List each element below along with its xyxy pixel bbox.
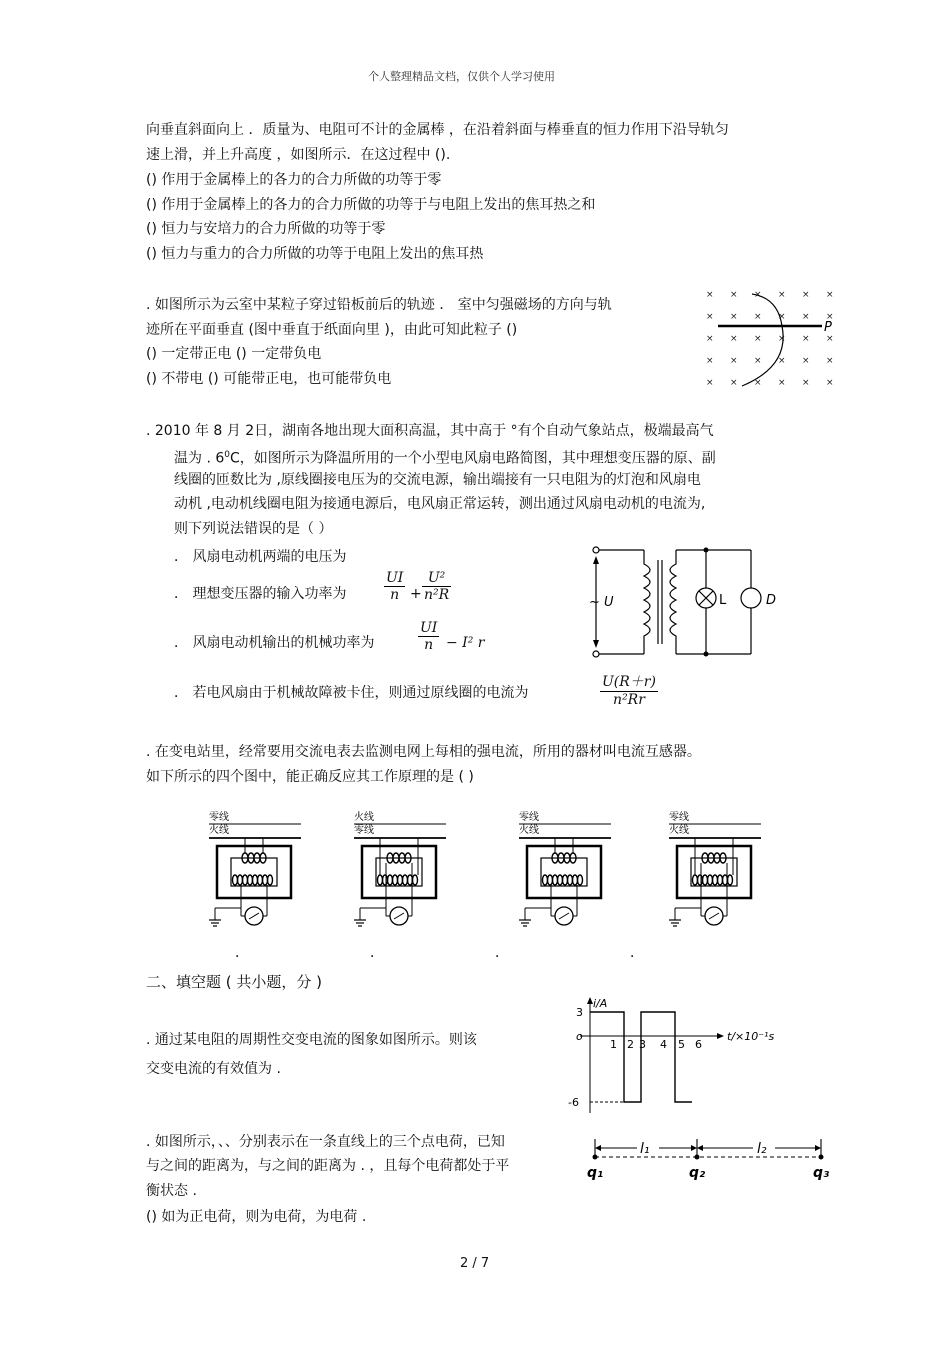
field-mark: × [802, 356, 810, 366]
distance-l1: l₁ [640, 1141, 650, 1157]
fan-circuit-figure [586, 542, 786, 662]
distance-l2: l₂ [757, 1141, 767, 1157]
page-header: 个人整理精品文档，仅供个人学习使用 [368, 70, 555, 83]
wire-label-top: 火线 [354, 812, 374, 823]
field-mark: × [706, 334, 714, 344]
field-mark: × [778, 356, 786, 366]
formula-b-den1: n [390, 587, 400, 603]
field-mark: × [706, 312, 714, 322]
field-mark: × [802, 334, 810, 344]
wire-label-top: 零线 [519, 812, 539, 823]
ct-option-dot: ． [495, 945, 509, 961]
charge-q3: q₃ [813, 1165, 830, 1181]
charge-q2: q₂ [689, 1165, 706, 1181]
field-mark: × [826, 312, 834, 322]
current-waveform [590, 1012, 692, 1102]
formula-b-num1: UI [386, 570, 404, 586]
source-label: ~ U [589, 595, 614, 610]
x-axis-label: t/×10⁻¹s [727, 1030, 775, 1043]
q-fan-line4: 动机 ,电动机线圈电阻为接通电源后，电风扇正常运转，测出通过风扇电动机的电流为, [174, 496, 706, 512]
field-mark: × [802, 312, 810, 322]
field-mark: × [754, 378, 762, 388]
field-mark: × [826, 334, 834, 344]
q-fan-option-a: ． 风扇电动机两端的电压为 [174, 549, 347, 565]
q-ct-line1: . 在变电站里，经常要用交流电表去监测电网上每相的强电流，所用的器材叫电流互感器。 [146, 744, 701, 760]
ct-option-dot: ． [370, 945, 384, 961]
formula-c-den: n [424, 637, 434, 653]
q-cloud-line1: . 如图所示为云室中某粒子穿过铅板前后的轨迹 ． 室中匀强磁场的方向与轨 [146, 297, 612, 313]
y-axis-label: i/A [593, 997, 608, 1010]
field-mark: × [778, 290, 786, 300]
page-number: 2 / 7 [460, 1256, 490, 1271]
field-mark: × [730, 334, 738, 344]
field-mark: × [778, 312, 786, 322]
formula-c [418, 620, 439, 653]
q-fan-line3: 线圈的匝数比为 ,原线圈接电压为的交流电源，输出端接有一只电阻为的灯泡和风扇电 [174, 472, 701, 488]
q-fan-line2a: 温为 . 6 [174, 450, 225, 467]
q-fan-line2b: C，如图所示为降温所用的一个小型电风扇电路简图，其中理想变压器的原、副 [230, 450, 716, 467]
ac-current-chart [560, 995, 790, 1120]
field-mark: × [730, 378, 738, 388]
field-mark: × [706, 290, 714, 300]
ct-figure-4 [665, 808, 765, 933]
field-mark: × [754, 356, 762, 366]
q-charge-line2: 与之间的距离为，与之间的距离为 . ，且每个电荷都处于平 [146, 1158, 510, 1174]
ct-option-dot: ． [235, 945, 249, 961]
section-2-title: 二、填空题 ( 共小题，分 ) [146, 973, 323, 991]
formula-d-num: U(R＋r) [600, 671, 658, 692]
q-charge-line3: 衡状态 . [146, 1183, 197, 1199]
q-fan-line5: 则下列说法错误的是（ ） [174, 521, 333, 537]
q-fan-line2-sup: 0 [224, 450, 230, 460]
wire-label-bottom: 零线 [354, 825, 374, 836]
lamp-label: L [719, 593, 727, 608]
field-mark: × [730, 290, 738, 300]
wire-label-bottom: 火线 [519, 825, 539, 836]
field-mark: × [802, 378, 810, 388]
q-charge-line4: () 如为正电荷，则为电荷，为电荷 . [146, 1209, 367, 1225]
wire-label-bottom: 火线 [669, 825, 689, 836]
wire-label-top: 零线 [669, 812, 689, 823]
q-fan-line1: . 2010 年 8 月 2日，湖南各地出现大面积高温，其中高于 °有个自动气象站点，极端最高气 [146, 423, 714, 439]
x-tick-label: 5 [678, 1038, 685, 1051]
q-charge-line1: . 如图所示，、、分别表示在一条直线上的三个点电荷，已知 [146, 1134, 505, 1150]
formula-d [600, 671, 658, 708]
q-ac-line1: . 通过某电阻的周期性交变电流的图象如图所示。则该 [146, 1032, 477, 1048]
ct-figure-1 [205, 808, 305, 933]
motor-label: D [766, 593, 777, 608]
field-mark: × [754, 334, 762, 344]
q-prev-option-3: () 恒力与安培力的合力所做的功等于零 [146, 221, 386, 237]
q-prev-option-1: () 作用于金属棒上的各力的合力所做的功等于零 [146, 172, 442, 188]
x-tick-label: 1 [610, 1038, 617, 1051]
y-tick-label: -6 [568, 1096, 579, 1109]
field-mark: × [778, 334, 786, 344]
ct-option-dot: ． [630, 945, 644, 961]
x-tick-label: 4 [660, 1038, 667, 1051]
plate-label-p: P [824, 320, 832, 335]
ct-figure-3 [515, 808, 615, 933]
x-tick-label: 2 [627, 1038, 634, 1051]
formula-c-rest: − I² r [446, 635, 485, 651]
ct-figure-2 [350, 808, 450, 933]
formula-b-part1 [384, 570, 405, 603]
q-prev-option-2: () 作用于金属棒上的各力的合力所做的功等于与电阻上发出的焦耳热之和 [146, 197, 596, 213]
field-mark: × [706, 378, 714, 388]
field-mark: × [826, 290, 834, 300]
formula-d-den: n²Rr [613, 692, 645, 708]
field-mark: × [730, 356, 738, 366]
x-tick-label: 6 [695, 1038, 702, 1051]
q-cloud-line3: () 一定带正电 () 一定带负电 [146, 346, 322, 362]
wire-label-top: 零线 [209, 812, 229, 823]
q-prev-line1: 向垂直斜面向上 ．质量为、电阻可不计的金属棒 ，在沿着斜面与棒垂直的恒力作用下沿导轨匀 [146, 122, 729, 138]
q-ct-line2: 如下所示的四个图中，能正确反应其工作原理的是 ( ) [146, 769, 474, 785]
q-fan-option-d: ． 若电风扇由于机械故障被卡住，则通过原线圈的电流为 [174, 685, 529, 701]
q-prev-line2: 速上滑，并上升高度 ，如图所示．在这过程中 (). [146, 147, 451, 163]
field-mark: × [826, 356, 834, 366]
wire-label-bottom: 火线 [209, 825, 229, 836]
formula-b-num2: U² [422, 570, 451, 587]
formula-b-plus: + [410, 586, 422, 602]
q-fan-line2 [174, 446, 716, 468]
q-fan-option-c: ． 风扇电动机输出的机械功率为 [174, 635, 375, 651]
field-mark: × [826, 378, 834, 388]
q-fan-option-b: ． 理想变压器的输入功率为 [174, 586, 347, 602]
field-mark: × [754, 312, 762, 322]
formula-b-den2: n²R [424, 587, 450, 603]
x-tick-label: 3 [639, 1038, 646, 1051]
charges-figure [585, 1135, 835, 1185]
q-cloud-line4: () 不带电 () 可能带正电，也可能带负电 [146, 371, 392, 387]
field-mark: × [778, 378, 786, 388]
formula-b-part2 [422, 570, 451, 603]
charge-q1: q₁ [587, 1165, 604, 1181]
y-tick-label: o [576, 1030, 583, 1043]
cloud-chamber-figure [700, 286, 840, 391]
field-mark: × [706, 356, 714, 366]
q-prev-option-4: () 恒力与重力的合力所做的功等于电阻上发出的焦耳热 [146, 246, 484, 262]
q-ac-line2: 交变电流的有效值为 . [146, 1061, 281, 1077]
q-cloud-line2: 迹所在平面垂直 (图中垂直于纸面向里 )，由此可知此粒子 () [146, 322, 518, 338]
field-mark: × [754, 290, 762, 300]
field-mark: × [730, 312, 738, 322]
formula-c-num: UI [420, 620, 438, 636]
y-tick-label: 3 [576, 1006, 583, 1019]
field-mark: × [802, 290, 810, 300]
